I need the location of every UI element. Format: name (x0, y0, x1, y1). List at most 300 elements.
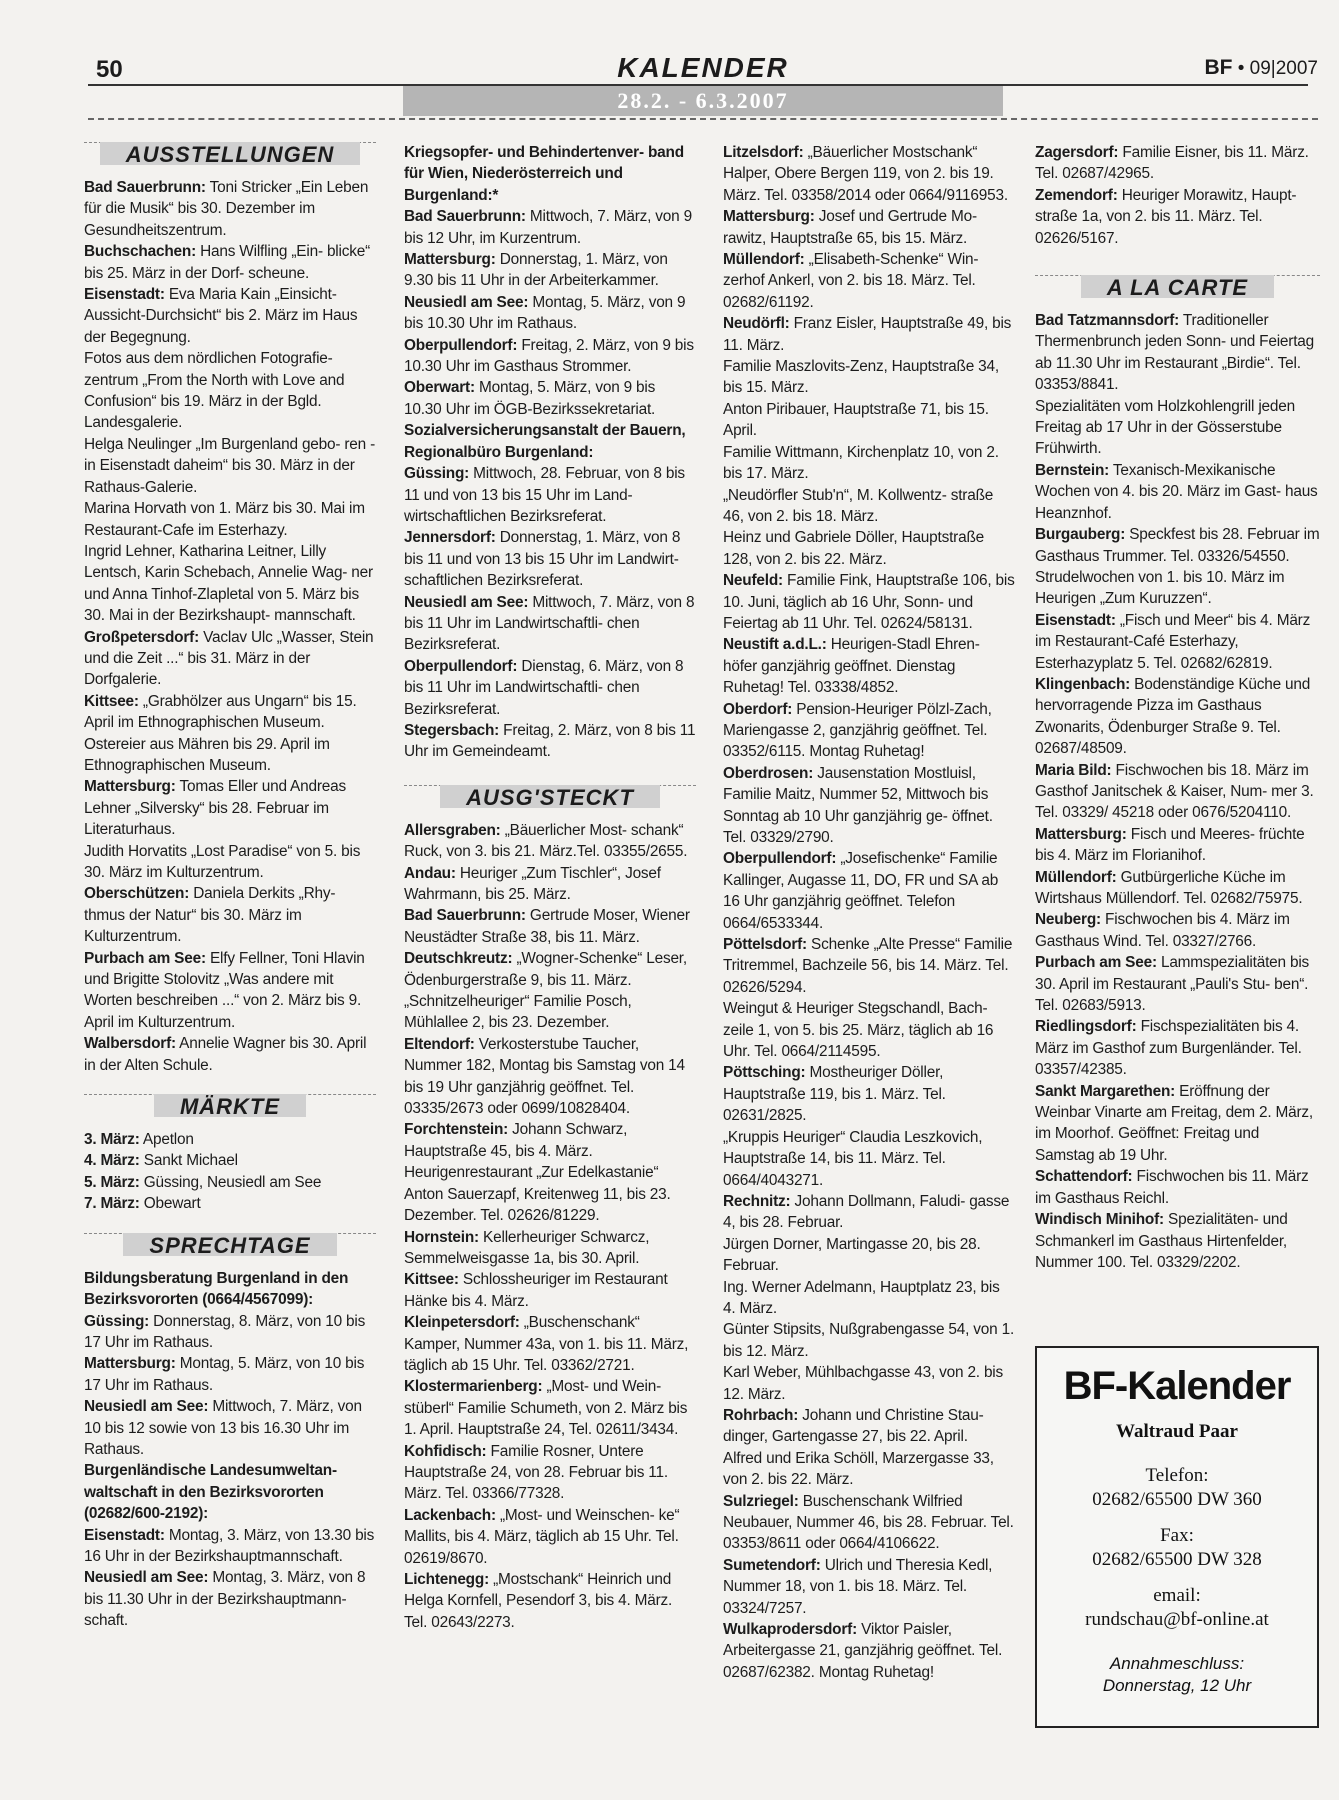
date-range: 28.2. - 6.3.2007 (403, 86, 1003, 116)
entry-text: Dienstag, 6. März, von 8 bis 11 Uhr im Landwirtschaftli- chen Bezirksreferat. (404, 657, 684, 718)
entry-place: Andau: (404, 864, 456, 882)
list-item (404, 249, 696, 292)
list-item (404, 206, 696, 249)
list-item (723, 570, 1015, 634)
list-item (723, 249, 1015, 313)
entry-place: Neudörfl: (723, 315, 790, 333)
list-item (84, 627, 376, 691)
list-item (723, 1619, 1015, 1683)
entry-text: Montag, 5. März, von 9 bis 10.30 Uhr im ÖGB-Bezirkssekretariat. (404, 379, 656, 418)
list-item (1035, 1081, 1320, 1167)
entry-text: Jausenstation Mostluisl, Familie Maitz, Nummer 52, Mittwoch bis Sonntag ab 10 Uhr ganzjährig ge- öffnet. Tel. 03329/2790. (723, 764, 993, 846)
entry-text: Bodenständige Küche und hervorragende Pizza im Gasthaus Zwonarits, Ödenburger Straße 9. Tel. 02687/48509. (1035, 675, 1311, 758)
list-item (84, 948, 376, 1034)
entry-text: Johann und Christine Stau- dinger, Gartengasse 27, bis 22. April. (723, 1406, 984, 1446)
entry-place: Müllendorf: (1035, 868, 1117, 886)
list-item (84, 883, 376, 947)
entry-text: Montag, 3. März, von 8 bis 11.30 Uhr in der Bezirkshauptmann- schaft. (84, 1569, 366, 1630)
list-item (723, 1127, 1015, 1191)
list-item (723, 1277, 1015, 1320)
heading-sprechtage: SPRECHTAGE (84, 1233, 376, 1263)
entry-place: Mattersburg: (84, 778, 176, 796)
list-item (723, 1319, 1015, 1362)
list-item (404, 1441, 696, 1505)
column-3 (723, 142, 1015, 1683)
entry-text: „Neudörfler Stub'n“, M. Kollwentz- straße 46, von 2. bis 18. März. (723, 486, 994, 525)
email-address[interactable]: rundschau@bf-online.at (1085, 1609, 1269, 1630)
list-item (723, 848, 1015, 934)
entry-text: „Josefischenke“ Familie Kallinger, Augasse 11, DO, FR und SA ab 16 Uhr ganzjährig geöffnet. Telefon 0664/6533344. (723, 850, 999, 932)
list-item (84, 498, 376, 541)
list-item (1035, 524, 1320, 610)
entry-text: Apetlon (139, 1131, 194, 1149)
list-item (404, 142, 696, 206)
list-item (84, 1525, 376, 1568)
list-item (1035, 1016, 1320, 1080)
list-item (1035, 760, 1320, 824)
entry-place: Oberwart: (404, 379, 475, 397)
list-item (723, 1191, 1015, 1234)
list-item (1035, 824, 1320, 867)
entry-place: Mattersburg: (1035, 825, 1127, 843)
issue-number: • 09|2007 (1237, 58, 1318, 79)
entry-text: Lammspezialitäten bis 30. April im Restaurant „Pauli's Stu- ben“. Tel. 02683/5913. (1035, 954, 1310, 1015)
entry-place: Wulkaprodersdorf: (723, 1621, 857, 1639)
email-label: email: (1153, 1585, 1201, 1606)
list-item (404, 656, 696, 720)
entry-text: Jürgen Dorner, Martingasse 20, bis 28. Februar. (723, 1235, 981, 1275)
list-item (404, 948, 696, 1034)
list-item (723, 998, 1015, 1062)
heading-ausstellungen: AUSSTELLUNGEN (84, 142, 376, 172)
entry-text: Johann Dollmann, Faludi- gasse 4, bis 28. Februar. (723, 1192, 1010, 1232)
list-a-la-carte (1035, 310, 1320, 1273)
entry-text: Familie Rosner, Untere Hauptstraße 24, von 28. Februar bis 11. März. Tel. 03366/77328. (404, 1442, 668, 1503)
list-sprechtage (84, 1268, 376, 1632)
list-item (404, 1269, 696, 1312)
list-ausgsteckt-cont-4 (1035, 142, 1320, 249)
list-item (404, 720, 696, 763)
column-4 (1035, 142, 1320, 1273)
entry-text: Mittwoch, 28. Februar, von 8 bis 11 und von 13 bis 15 Uhr im Land- wirtschaftlichen Bezirksreferat. (404, 465, 685, 525)
entry-place: Bildungsberatung Burgenland in den Bezirksvororten (0664/4567099): (84, 1269, 349, 1309)
entry-place: Buchschachen: (84, 243, 197, 261)
entry-text: Ulrich und Theresia Kedl, Nummer 18, von 1. bis 18. März. Tel. 03324/7257. (723, 1556, 993, 1617)
list-item (84, 691, 376, 734)
entry-place: Pöttsching: (723, 1064, 806, 1082)
entry-text: Donnerstag, 8. März, von 10 bis 17 Uhr im Rathaus. (84, 1312, 366, 1351)
entry-place: Neusiedl am See: (404, 593, 529, 611)
entry-text: Franz Eisler, Hauptstraße 49, bis 11. März. (723, 315, 1012, 354)
list-item (404, 1227, 696, 1270)
list-item (84, 1460, 376, 1524)
entry-text: Mittwoch, 7. März, von 9 bis 12 Uhr, im Kurzentrum. (404, 208, 692, 247)
entry-text: Gutbürgerliche Küche im Wirtshaus Müllendorf. Tel. 02682/75975. (1035, 868, 1303, 907)
entry-place: Eltendorf: (404, 1035, 475, 1053)
page-header (88, 52, 1318, 88)
list-item (723, 206, 1015, 249)
entry-text: Fischwochen bis 18. März im Gasthof Janitschek & Kaiser, Num- mer 3. Tel. 03329/ 45218 oder 0676/5204110. (1035, 761, 1314, 822)
entry-place: Eisenstadt: (1035, 611, 1116, 629)
deadline-time: Donnerstag, 12 Uhr (1102, 1676, 1252, 1695)
entry-place: Bad Sauerbrunn: (404, 907, 526, 925)
entry-text: „Grabhölzer aus Ungarn“ bis 15. April im Ethnographischen Museum. (84, 692, 357, 732)
entry-text: Sankt Michael (139, 1152, 238, 1170)
list-item (1035, 674, 1320, 760)
entry-place: Klingenbach: (1035, 675, 1131, 693)
list-item (84, 1129, 376, 1150)
heading-maerkte: MÄRKTE (84, 1094, 376, 1124)
list-item (84, 284, 376, 348)
issue-info (1204, 56, 1318, 80)
list-item (84, 1396, 376, 1460)
list-item (84, 541, 376, 627)
list-item (404, 863, 696, 906)
entry-text: Viktor Paisler, Arbeitergasse 21, ganzjährig geöffnet. Tel. 02687/62382. Montag Ruhetag! (723, 1621, 1003, 1681)
entry-place: 5. März: (84, 1173, 140, 1191)
entry-text: Fischwochen bis 11. März im Gasthaus Reichl. (1035, 1168, 1309, 1207)
entry-place: Burgenländische Landesumweltan- waltschaft in den Bezirksvororten (02682/600-2192): (84, 1462, 337, 1523)
entry-text: Ingrid Lehner, Katharina Leitner, Lilly Lentsch, Karin Schebach, Annelie Wag- ner und Anna Tinhof-Zlapletal von 5. März bis 30. Mai in der Bezirkshaupt- mannschaft. (84, 542, 373, 625)
entry-place: Zagersdorf: (1035, 144, 1119, 161)
entry-text: Familie Maszlovits-Zenz, Hauptstraße 34, bis 15. März. (723, 358, 999, 397)
list-item (723, 1491, 1015, 1555)
list-item (723, 485, 1015, 528)
entry-place: Mattersburg: (723, 208, 815, 226)
list-item (404, 335, 696, 378)
entry-place: Lackenbach: (404, 1506, 496, 1524)
entry-place: Burgauberg: (1035, 526, 1126, 544)
entry-text: Mittwoch, 7. März, von 8 bis 11 Uhr im Landwirtschaftli- chen Bezirksreferat. (404, 593, 695, 654)
entry-place: Allersgraben: (404, 821, 501, 839)
entry-place: Güssing: (84, 1312, 150, 1330)
list-item (1035, 1209, 1320, 1273)
entry-text: Josef und Gertrude Mo- rawitz, Hauptstraße 65, bis 15. März. (723, 208, 977, 247)
entry-place: Bernstein: (1035, 461, 1110, 479)
list-item (404, 527, 696, 591)
phone-label: Telefon: (1145, 1465, 1209, 1486)
entry-text: Annelie Wagner bis 30. April in der Alten Schule. (84, 1035, 367, 1074)
list-item (1035, 909, 1320, 952)
list-item (723, 1405, 1015, 1448)
list-item (1035, 310, 1320, 396)
entry-place: Forchtenstein: (404, 1121, 509, 1139)
entry-text: Mostheuriger Döller, Hauptstraße 119, bis 1. März. Tel. 02631/2825. (723, 1064, 946, 1125)
entry-place: Rohrbach: (723, 1406, 799, 1424)
entry-text: „Bäuerlicher Mostschank“ Halper, Obere Bergen 119, von 2. bis 19. März. Tel. 03358/2014 oder 0664/9116953. (723, 144, 1008, 204)
entry-text: Elfy Fellner, Toni Hlavin und Brigitte Stolovitz „Was andere mit Worten beschreiben ...“ von 2. März bis 9. April im Kulturzentrum. (84, 949, 365, 1031)
entry-text: Spezialitäten vom Holzkohlengrill jeden Freitag ab 17 Uhr in der Gösserstube Frühwirth. (1035, 397, 1295, 458)
list-item (84, 1311, 376, 1354)
entry-text: Montag, 5. März, von 10 bis 17 Uhr im Rathaus. (84, 1355, 365, 1394)
list-item (723, 634, 1015, 698)
list-item (84, 1172, 376, 1193)
list-item (404, 905, 696, 948)
entry-text: Obewart (139, 1195, 201, 1213)
entry-text: Mittwoch, 7. März, von 10 bis 12 sowie von 13 bis 16.30 Uhr im Rathaus. (84, 1398, 362, 1458)
entry-place: Schattendorf: (1035, 1168, 1133, 1186)
list-ausstellungen (84, 177, 376, 1076)
list-item (84, 1150, 376, 1171)
entry-place: 7. März: (84, 1195, 140, 1213)
list-item (404, 292, 696, 335)
contact-box (1035, 1346, 1319, 1728)
entry-place: Sulzriegel: (723, 1492, 799, 1510)
entry-place: Neufeld: (723, 572, 783, 590)
entry-text: Fischwochen bis 4. März im Gasthaus Wind. Tel. 03327/2766. (1035, 911, 1290, 950)
entry-text: Familie Wittmann, Kirchenplatz 10, von 2. bis 17. März. (723, 443, 999, 483)
list-item (723, 527, 1015, 570)
list-item (404, 1034, 696, 1120)
entry-place: Neustift a.d.L.: (723, 636, 827, 654)
list-item (84, 1033, 376, 1076)
entry-place: Stegersbach: (404, 721, 500, 739)
entry-text: Vaclav Ulc „Wasser, Stein und die Zeit ...“ bis 31. März in der Dorfgalerie. (84, 628, 374, 689)
heading-a-la-carte: A LA CARTE (1035, 275, 1320, 305)
list-item (1035, 460, 1320, 524)
entry-place: Oberdrosen: (723, 764, 814, 782)
list-item (723, 1448, 1015, 1491)
entry-text: Freitag, 2. März, von 9 bis 10.30 Uhr im Gasthaus Strommer. (404, 336, 694, 376)
entry-text: Eva Maria Kain „Einsicht- Aussicht-Durchsicht“ bis 2. März im Haus der Begegnung. (84, 286, 358, 346)
entry-text: Weingut & Heuriger Stegschandl, Bach- zeile 1, von 5. bis 25. März, täglich ab 16 Uhr. Tel. 0664/2114595. (723, 1000, 994, 1061)
entry-text: Daniela Derkits „Rhy- thmus der Natur“ bis 30. März im Kulturzentrum. (84, 885, 336, 946)
entry-place: Klostermarienberg: (404, 1378, 543, 1396)
entry-place: Oberdorf: (723, 700, 793, 718)
entry-text: Günter Stipsits, Nußgrabengasse 54, von 1. bis 12. März. (723, 1321, 1015, 1360)
list-item (1035, 142, 1320, 185)
deadline-label: Annahmeschluss: (1109, 1654, 1245, 1673)
entry-place: Maria Bild: (1035, 761, 1112, 779)
entry-place: Sumetendorf: (723, 1556, 821, 1574)
entry-text: Helga Neulinger „Im Burgenland gebo- ren - in Eisenstadt daheim“ bis 30. März in der Rathaus-Galerie. (84, 435, 376, 496)
entry-text: Heuriger „Zum Tischler“, Josef Wahrmann, bis 25. März. (404, 864, 661, 903)
list-ausgsteckt-cont-3 (723, 142, 1015, 1683)
entry-place: Zemendorf: (1035, 186, 1118, 204)
entry-place: 3. März: (84, 1131, 140, 1149)
list-ausgsteckt (404, 820, 696, 1633)
list-item (1035, 396, 1320, 460)
list-item (84, 776, 376, 840)
list-item (723, 1555, 1015, 1619)
entry-text: Schlossheuriger im Restaurant Hänke bis 4. März. (404, 1271, 668, 1310)
entry-text: „Elisabeth-Schenke“ Win- zerhof Ankerl, von 2. bis 18. März. Tel. 02682/61192. (723, 251, 979, 311)
entry-text: „Wogner-Schenke“ Leser, Ödenburgerstraße 9, bis 11. März. „Schnitzelheuriger“ Familie Posch, Mühlallee 2, bis 23. Dezember. (404, 950, 687, 1032)
list-item (723, 1062, 1015, 1126)
entry-place: Eisenstadt: (84, 286, 165, 304)
list-item (404, 463, 696, 527)
list-item (723, 763, 1015, 849)
entry-text: „Kruppis Heuriger“ Claudia Leszkovich, Hauptstraße 14, bis 11. März. Tel. 0664/4043271. (723, 1128, 983, 1189)
entry-place: Pöttelsdorf: (723, 936, 807, 954)
entry-text: „Bäuerlicher Most- schank“ Ruck, von 3. bis 21. März.Tel. 03355/2655. (404, 821, 688, 861)
entry-text: Tomas Eller und Andreas Lehner „Silversky“ bis 28. Februar im Literaturhaus. (84, 778, 346, 839)
list-item (84, 1268, 376, 1311)
list-item (84, 348, 376, 434)
list-item (84, 1567, 376, 1631)
entry-place: Bad Sauerbrunn: (84, 179, 206, 196)
entry-place: Neusiedl am See: (404, 293, 529, 311)
editor-name: Waltraud Paar (1116, 1421, 1238, 1442)
entry-place: Rechnitz: (723, 1192, 791, 1210)
entry-place: Lichtenegg: (404, 1571, 490, 1588)
list-item (1035, 610, 1320, 674)
list-item (84, 241, 376, 284)
entry-text: Speckfest bis 28. Februar im Gasthaus Trummer. Tel. 03326/54550. Strudelwochen von 1. bis 10. März im Heurigen „Zum Kuruzzen“. (1035, 526, 1320, 608)
entry-place: Hornstein: (404, 1228, 479, 1246)
entry-text: Freitag, 2. März, von 8 bis 11 Uhr im Gemeindeamt. (404, 721, 696, 761)
list-item (84, 1193, 376, 1214)
list-sprechtage-cont (404, 142, 696, 763)
entry-text: Eröffnung der Weinbar Vinarte am Freitag, dem 2. März, im Moorhof. Geöffnet: Freitag und Samstag ab 19 Uhr. (1035, 1082, 1313, 1164)
entry-text: „Buschenschank“ Kamper, Nummer 43a, von 1. bis 11. März, täglich ab 15 Uhr. Tel. 03362/2721. (404, 1314, 689, 1374)
entry-place: Jennersdorf: (404, 529, 496, 547)
list-item (84, 177, 376, 241)
entry-place: Oberpullendorf: (404, 336, 518, 354)
entry-text: Spezialitäten- und Schmankerl im Gasthaus Hirtenfelder, Nummer 100. Tel. 03329/2202. (1035, 1211, 1288, 1271)
entry-place: Oberschützen: (84, 885, 190, 903)
entry-place: Deutschkreutz: (404, 950, 513, 968)
list-item (84, 434, 376, 498)
list-item (404, 377, 696, 420)
entry-text: Heurigen-Stadl Ehren- höfer ganzjährig geöffnet. Dienstag Ruhetag! Tel. 03338/4852. (723, 636, 980, 697)
list-item (404, 592, 696, 656)
list-item (723, 934, 1015, 998)
entry-text: Fotos aus dem nördlichen Fotografie- zentrum „From the North with Love and Confusion“ bis 19. März in der Bgld. Landesgalerie. (84, 350, 345, 432)
column-1 (84, 142, 376, 1632)
entry-text: Hans Wilfling „Ein- blicke“ bis 25. März in der Dorf- scheune. (84, 243, 371, 282)
entry-text: Marina Horvath von 1. März bis 30. Mai im Restaurant-Cafe im Esterhazy. (84, 500, 365, 539)
entry-text: Schenke „Alte Presse“ Familie Tritremmel, Bachzeile 56, bis 14. März. Tel. 02626/5294. (723, 936, 1013, 996)
entry-text: „Mostschank“ Heinrich und Helga Kornfell, Pesendorf 3, bis 4. März. Tel. 02643/2273. (404, 1571, 673, 1631)
list-item (404, 820, 696, 863)
entry-text: Donnerstag, 1. März, von 8 bis 11 und von 13 bis 15 Uhr im Landwirt- schaftlichen Bezirksreferat. (404, 529, 681, 590)
entry-text: Anton Piribauer, Hauptstraße 71, bis 15. April. (723, 400, 989, 440)
entry-text: Heinz und Gabriele Döller, Hauptstraße 128, von 2. bis 22. März. (723, 529, 985, 568)
entry-place: Neuberg: (1035, 911, 1101, 929)
entry-place: Mattersburg: (404, 251, 496, 269)
entry-text: Montag, 3. März, von 13.30 bis 16 Uhr in der Bezirkshauptmannschaft. (84, 1526, 375, 1565)
entry-place: Oberpullendorf: (404, 657, 518, 675)
list-item (84, 734, 376, 777)
entry-text: „Fisch und Meer“ bis 4. März im Restaurant-Café Esterhazy, Esterhazyplatz 5. Tel. 02682/62819. (1035, 611, 1311, 672)
list-item (1035, 867, 1320, 910)
list-item (723, 142, 1015, 206)
list-maerkte (84, 1129, 376, 1215)
entry-place: Walbersdorf: (84, 1035, 176, 1053)
list-item (723, 356, 1015, 399)
entry-text: Verkosterstube Taucher, Nummer 182, Montag bis Samstag von 14 bis 19 Uhr ganzjährig geöffnet. Tel. 03335/2673 oder 0699/10828404. (404, 1035, 685, 1118)
entry-text: Ing. Werner Adelmann, Hauptplatz 23, bis 4. März. (723, 1278, 1000, 1317)
entry-place: Müllendorf: (723, 251, 805, 269)
section-title: KALENDER (617, 52, 789, 83)
entry-place: Güssing: (404, 465, 470, 483)
entry-place: Oberpullendorf: (723, 850, 837, 868)
list-item (723, 699, 1015, 763)
entry-text: Karl Weber, Mühlbachgasse 43, von 2. bis 12. März. (723, 1364, 1004, 1403)
list-item (404, 1119, 696, 1226)
entry-text: Heuriger Morawitz, Haupt- straße 1a, von 2. bis 11. März. Tel. 02626/5167. (1035, 186, 1297, 247)
list-item (404, 1376, 696, 1440)
entry-text: Montag, 5. März, von 9 bis 10.30 Uhr im Rathaus. (404, 293, 686, 333)
box-title: BF-Kalender (1063, 1364, 1291, 1408)
list-item (723, 1234, 1015, 1277)
entry-text: Familie Fink, Hauptstraße 106, bis 10. Juni, täglich ab 16 Uhr, Sonn- und Feiertag ab 11 Uhr. Tel. 02624/58131. (723, 572, 1015, 632)
publication-name: BF (1204, 56, 1233, 79)
entry-place: Eisenstadt: (84, 1526, 165, 1544)
entry-text: Fisch und Meeres- früchte bis 4. März im Florianihof. (1035, 825, 1305, 865)
entry-place: Windisch Minihof: (1035, 1211, 1164, 1229)
entry-text: Pension-Heuriger Pölzl-Zach, Mariengasse 2, ganzjährig geöffnet. Tel. 03352/6115. Montag Ruhetag! (723, 700, 992, 761)
entry-place: Bad Sauerbrunn: (404, 208, 526, 226)
list-item (84, 1353, 376, 1396)
list-item (723, 399, 1015, 442)
entry-text: Texanisch-Mexikanische Wochen von 4. bis 20. März im Gast- haus Heanznhof. (1035, 461, 1318, 522)
dashed-divider (88, 118, 1318, 120)
deadline (1037, 1653, 1317, 1697)
entry-place: 4. März: (84, 1152, 140, 1170)
list-item (404, 1569, 696, 1633)
entry-place: Sozialversicherungsanstalt der Bauern, Regionalbüro Burgenland: (404, 422, 686, 461)
phone-number: 02682/65500 DW 360 (1092, 1489, 1262, 1510)
entry-text: Toni Stricker „Ein Leben für die Musik“ bis 30. Dezember im Gesundheitszentrum. (84, 179, 369, 239)
entry-text: „Most- und Weinschen- ke“ Mallits, bis 4. März, täglich ab 15 Uhr. Tel. 02619/8670. (404, 1506, 680, 1567)
list-item (404, 1505, 696, 1569)
entry-place: Bad Tatzmannsdorf: (1035, 312, 1180, 330)
page-number: 50 (96, 56, 123, 83)
entry-text: Familie Eisner, bis 11. März. Tel. 02687/42965. (1035, 144, 1309, 183)
list-item (723, 442, 1015, 485)
column-2 (404, 142, 696, 1633)
entry-place: Kriegsopfer- und Behindertenver- band für Wien, Niederösterreich und Burgenland:* (404, 144, 684, 204)
entry-text: Judith Horvatits „Lost Paradise“ von 5. bis 30. März im Kulturzentrum. (84, 842, 361, 881)
entry-text: Fischspezialitäten bis 4. März im Gasthof zum Burgenländer. Tel. 03357/42385. (1035, 1018, 1302, 1079)
entry-text: Donnerstag, 1. März, von 9.30 bis 11 Uhr in der Arbeiterkammer. (404, 251, 668, 290)
entry-text: Gertrude Moser, Wiener Neustädter Straße 38, bis 11. März. (404, 907, 690, 946)
entry-text: Alfred und Erika Schöll, Marzergasse 33, von 2. bis 22. März. (723, 1449, 994, 1489)
entry-place: Riedlingsdorf: (1035, 1018, 1137, 1036)
entry-place: Mattersburg: (84, 1355, 176, 1373)
entry-place: Kleinpetersdorf: (404, 1314, 520, 1332)
entry-place: Kittsee: (84, 692, 139, 710)
list-item (1035, 952, 1320, 1016)
entry-text: Kellerheuriger Schwarcz, Semmelweisgasse 1a, bis 30. April. (404, 1228, 650, 1267)
entry-place: Purbach am See: (1035, 954, 1157, 972)
entry-place: Kohfidisch: (404, 1442, 487, 1460)
entry-place: Neusiedl am See: (84, 1398, 209, 1416)
entry-place: Kittsee: (404, 1271, 459, 1289)
fax-label: Fax: (1160, 1525, 1194, 1546)
entry-text: Güssing, Neusiedl am See (139, 1173, 322, 1191)
list-item (1035, 1166, 1320, 1209)
entry-text: Buschenschank Wilfried Neubauer, Nummer 46, bis 28. Februar. Tel. 03353/8611 oder 0664/4106622. (723, 1492, 1014, 1553)
entry-place: Sankt Margarethen: (1035, 1082, 1176, 1100)
entry-text: Ostereier aus Mähren bis 29. April im Ethnographischen Museum. (84, 735, 330, 774)
fax-number: 02682/65500 DW 328 (1092, 1549, 1262, 1570)
list-item (723, 1362, 1015, 1405)
entry-text: Traditioneller Thermenbrunch jeden Sonn- und Feiertag ab 11.30 Uhr im Restaurant „Birdie“. Tel. 03353/8841. (1035, 312, 1315, 394)
entry-text: „Most- und Wein- stüberl“ Familie Schumeth, von 2. März bis 1. April. Hauptstraße 24, Tel. 02611/3434. (404, 1378, 688, 1439)
heading-ausgsteckt: AUSG'STECKT (404, 785, 696, 815)
entry-place: Neusiedl am See: (84, 1569, 209, 1587)
list-item (723, 313, 1015, 356)
entry-text: Johann Schwarz, Hauptstraße 45, bis 4. März. Heurigenrestaurant „Zur Edelkastanie“ Anton Sauerzapf, Kreitenweg 11, bis 23. Dezember. Tel. 02626/81229. (404, 1121, 671, 1225)
list-item (84, 841, 376, 884)
entry-place: Purbach am See: (84, 949, 206, 967)
list-item (1035, 185, 1320, 249)
entry-place: Litzelsdorf: (723, 144, 804, 161)
list-item (404, 1312, 696, 1376)
